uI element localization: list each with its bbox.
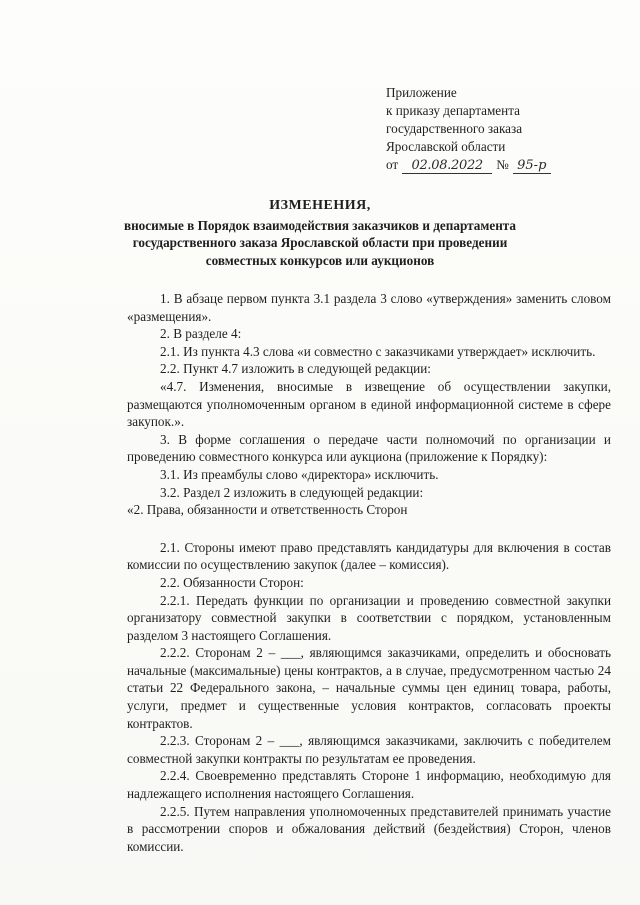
paragraph: 2.2.1. Передать функции по организации и проведению совместной закупки организатору совместной закупки в соответствии с порядком, установленным разделом 3 настоящего Соглашения.	[127, 592, 611, 643]
document-body	[127, 290, 611, 855]
paragraph: 2.2.5. Путем направления уполномоченных представителей принимать участие в рассмотрении споров и обжалования действий (бездействия) Сторон, членов комиссии.	[127, 803, 611, 854]
spacer	[127, 519, 611, 539]
paragraph: 3.1. Из преамбулы слово «директора» исключить.	[160, 466, 439, 482]
number-label: №	[496, 157, 509, 172]
title-subtitle: вносимые в Порядок взаимодействия заказчиков и департамента государственного заказа Ярославской области при проведении совместных конкурсов или аукционов	[123, 217, 517, 268]
paragraph: 2.2.4. Своевременно представлять Стороне 1 информацию, необходимую для надлежащего исполнения настоящего Соглашения.	[127, 768, 611, 802]
paragraph: 3.2. Раздел 2 изложить в следующей редакции:	[160, 484, 424, 500]
appendix-header	[386, 84, 551, 174]
handwritten-date: 02.08.2022	[402, 159, 492, 174]
appendix-line: Ярославской области	[386, 139, 506, 154]
appendix-line: к приказу департамента	[386, 103, 520, 118]
document-title	[110, 197, 530, 269]
section-heading: «2. Права, обязанности и ответственность Сторон	[127, 502, 408, 518]
from-label: от	[386, 157, 399, 172]
paragraph: 2.1. Стороны имеют право представлять кандидатуры для включения в состав комиссии по осуществлению закупок (далее – комиссия).	[127, 539, 611, 573]
handwritten-order-number: 95-р	[513, 159, 551, 174]
appendix-line: государственного заказа	[386, 121, 523, 136]
paragraph: 1. В абзаце первом пункта 3.1 раздела 3 слово «утверждения» заменить словом «размещения».	[127, 291, 611, 324]
title-main: ИЗМЕНЕНИЯ,	[269, 198, 371, 213]
paragraph: 3. В форме соглашения о передаче части полномочий по организации и проведению совместного конкурса или аукциона (приложение к Порядку):	[127, 431, 611, 465]
order-date-number-row	[386, 156, 551, 174]
appendix-line: Приложение	[386, 85, 457, 100]
paragraph: 2.2.3. Сторонам 2 – ___, являющимся заказчиками, заключить с победителем совместной закупки контракты по результатам ее проведения.	[127, 733, 611, 766]
paragraph: 2.2. Обязанности Сторон:	[160, 574, 304, 590]
paragraph: 2.1. Из пункта 4.3 слова «и совместно с заказчиками утверждает» исключить.	[160, 343, 596, 359]
paragraph: «4.7. Изменения, вносимые в извещение об осуществлении закупки, размещаются уполномоченным органом в единой информационной системе в сфере закупок.».	[127, 378, 611, 430]
paragraph: 2.2. Пункт 4.7 изложить в следующей редакции:	[160, 361, 431, 377]
paragraph: 2. В разделе 4:	[160, 326, 242, 342]
paragraph: 2.2.2. Сторонам 2 – ___, являющимся заказчиками, определить и обосновать начальные (максимальные) цены контрактов, а в случае, предусмотренном частью 24 статьи 22 Федерального закона, – начальные суммы цен единиц товара, работы, услуги, предмет и существенные условия контрактов, согласовать проекты контрактов.	[127, 645, 611, 731]
